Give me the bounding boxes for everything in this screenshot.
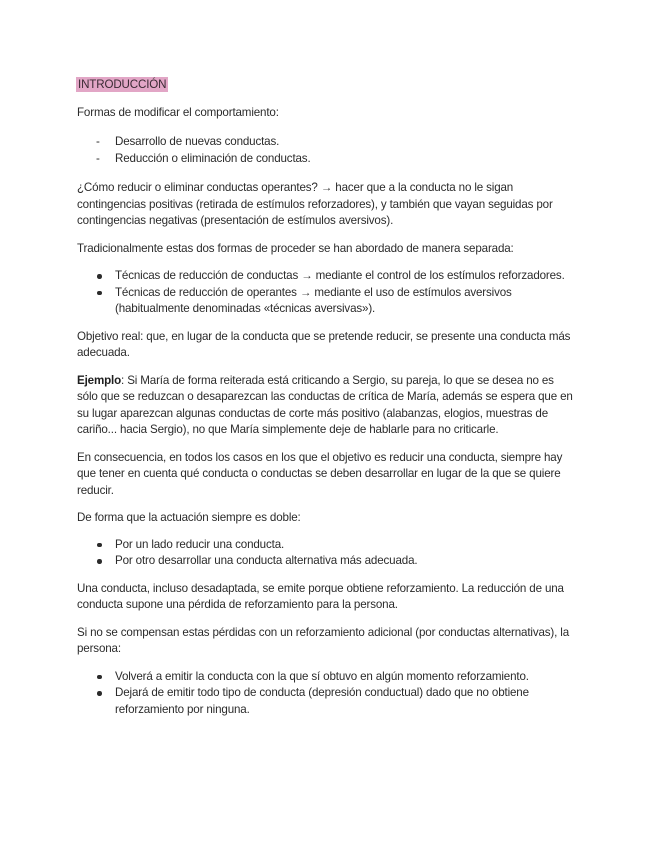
example-label: Ejemplo	[77, 373, 122, 387]
example-paragraph	[77, 373, 577, 439]
section-heading	[77, 77, 577, 94]
heading-highlight: INTRODUCCIÓN	[78, 78, 167, 91]
outcomes-list	[77, 669, 577, 719]
double-list	[77, 537, 577, 570]
bullet-list-item: Técnicas de reducción de conductas → mediante el control de los estímulos reforzadores.	[77, 268, 577, 285]
document-body	[77, 77, 577, 718]
bullet-list-item: Dejará de emitir todo tipo de conducta (depresión conductual) dado que no obtiene reforzamiento por ninguna.	[77, 685, 577, 718]
bullet-list-item: Por un lado reducir una conducta.	[77, 537, 577, 554]
intro-paragraph: Formas de modificar el comportamiento:	[77, 105, 279, 119]
bullet-list-item: Volverá a emitir la conducta con la que sí obtuvo en algún momento reforzamiento.	[77, 669, 577, 686]
techniques-list	[77, 268, 577, 318]
dash-list-item: - Desarrollo de nuevas conductas.	[77, 134, 577, 151]
dash-list-item: - Reducción o eliminación de conductas.	[77, 151, 577, 168]
reinforcement-paragraph: Una conducta, incluso desadaptada, se emite porque obtiene reforzamiento. La reducción de una conducta supone una pérdida de reforzamiento para la persona.	[77, 581, 564, 611]
traditional-paragraph: Tradicionalmente estas dos formas de proceder se han abordado de manera separada:	[77, 241, 514, 255]
compensate-paragraph: Si no se compensan estas pérdidas con un reforzamiento adicional (por conductas alternativas), la persona:	[77, 625, 569, 655]
bullet-list-item: Técnicas de reducción de operantes → mediante el uso de estímulos aversivos (habitualmente denominadas «técnicas aversivas»).	[77, 285, 577, 318]
double-paragraph: De forma que la actuación siempre es doble:	[77, 511, 301, 524]
consequence-paragraph: En consecuencia, en todos los casos en los que el objetivo es reducir una conducta, siempre hay que tener en cuenta qué conducta o conductas se deben desarrollar en lugar de la que se quiere reducir.	[77, 450, 563, 497]
question-paragraph: ¿Cómo reducir o eliminar conductas operantes? → hacer que a la conducta no le sigan contingencias positivas (retirada de estímulos reforzadores), y también que vayan seguidas por contingencias negativas (presentación de estímulos aversivos).	[77, 181, 553, 227]
dash-list	[77, 134, 577, 167]
objective-paragraph: Objetivo real: que, en lugar de la conducta que se pretende reducir, se presente una conducta más adecuada.	[77, 329, 571, 359]
bullet-list-item: Por otro desarrollar una conducta alternativa más adecuada.	[77, 553, 577, 570]
example-text: : Si María de forma reiterada está criticando a Sergio, su pareja, lo que se desea no es sólo que se reduzcan o desaparezcan las conductas de crítica de María, además se espera que en su lugar aparezcan algunas conductas de corte más positivo (alabanzas, elogios, muestras de cariño... hacia Sergio), no que María simplemente deje de hablarle para no criticarle.	[77, 373, 573, 436]
